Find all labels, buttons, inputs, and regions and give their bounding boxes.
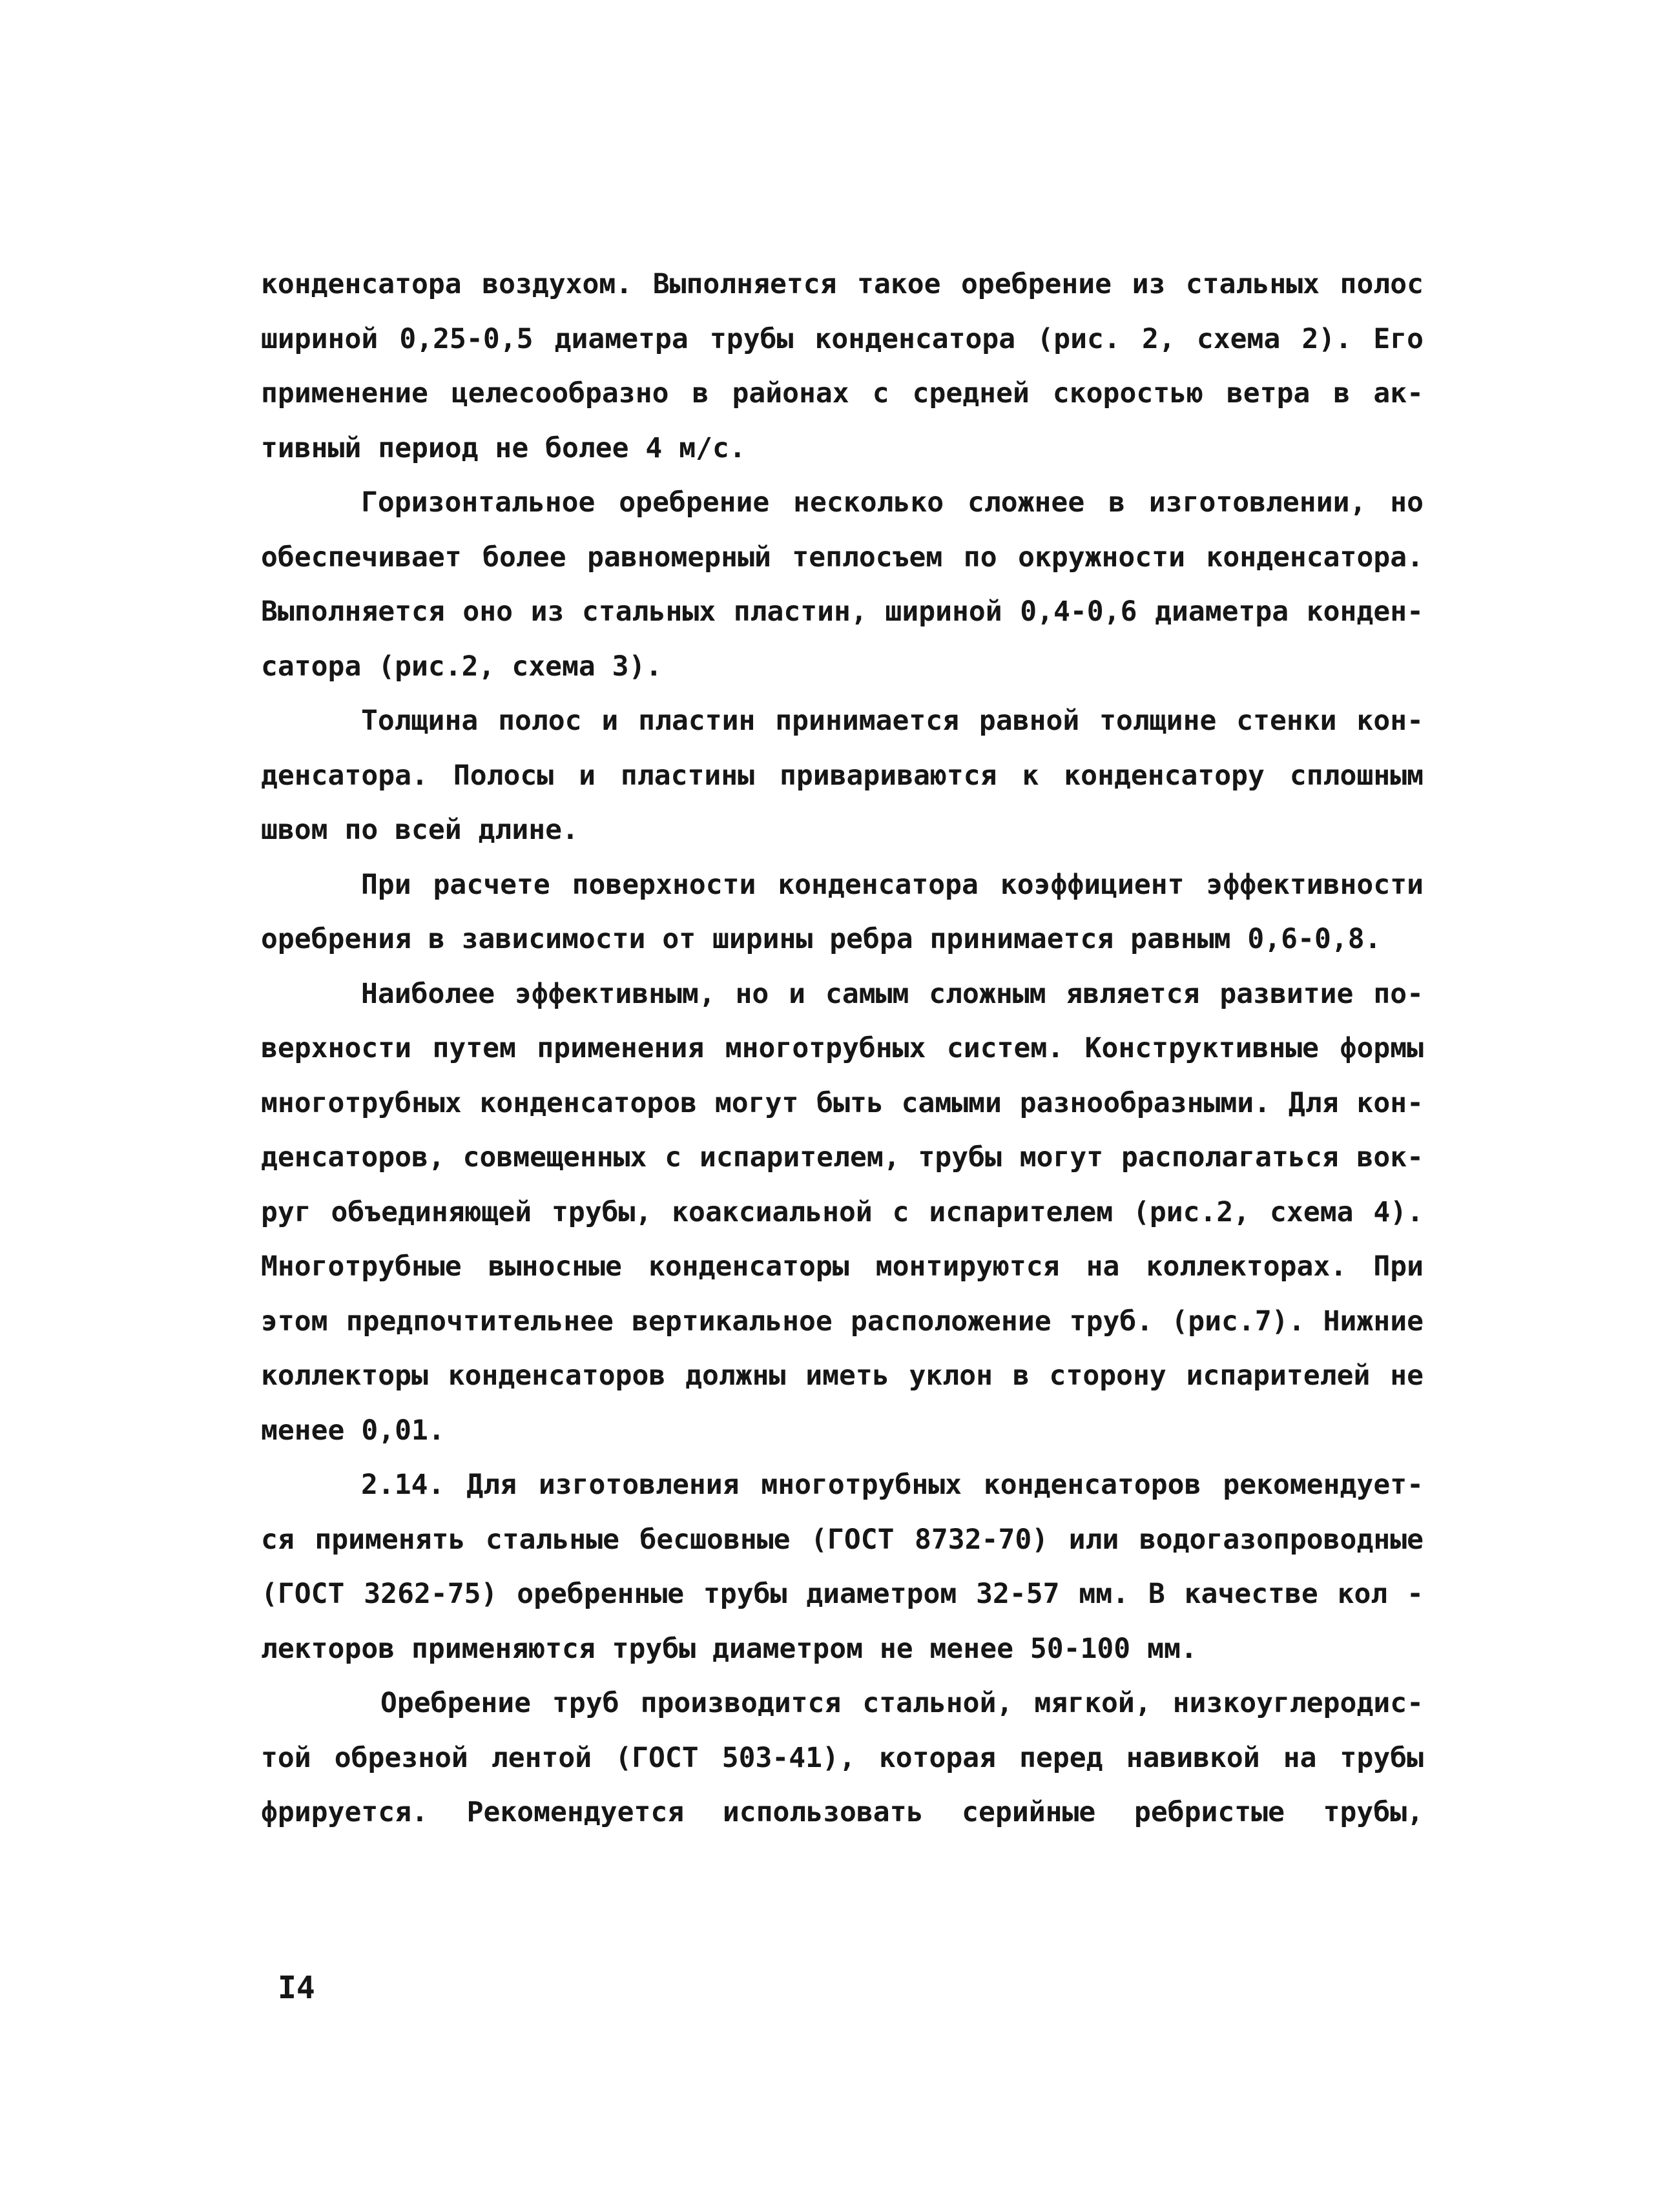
text-line: многотрубных конденсаторов могут быть самыми разнообразными. Для кон- — [261, 1086, 1424, 1119]
body-text — [261, 257, 1424, 1840]
text-line: (ГОСТ 3262-75) оребренные трубы диаметром 32-57 мм. В качестве кол - — [261, 1578, 1424, 1610]
text-line: верхности путем применения многотрубных систем. Конструктивные формы — [261, 1032, 1424, 1064]
text-line: денсаторов, совмещенных с испарителем, трубы могут располагаться вок- — [261, 1141, 1424, 1173]
section-start-line: 2.14. Для изготовления многотрубных конденсаторов рекомендует- — [361, 1469, 1424, 1501]
text-line: денсатора. Полосы и пластины привариваются к конденсатору сплошным — [261, 759, 1424, 792]
paragraph-start-line: Наиболее эффективным, но и самым сложным является развитие по- — [361, 977, 1424, 1010]
text-line: этом предпочтительнее вертикальное расположение труб. (рис.7). Нижние — [261, 1305, 1424, 1338]
text-line: руг объединяющей трубы, коаксиальной с испарителем (рис.2, схема 4). — [261, 1195, 1424, 1228]
text-line: Выполняется оно из стальных пластин, шириной 0,4-0,6 диаметра конден- — [261, 595, 1424, 628]
text-line: фрируется. Рекомендуется использовать серийные ребристые трубы, — [261, 1796, 1424, 1828]
text-line: ся применять стальные бесшовные (ГОСТ 8732-70) или водогазопроводные — [261, 1523, 1424, 1556]
text-line: Многотрубные выносные конденсаторы монтируются на коллекторах. При — [261, 1250, 1424, 1283]
paragraph-start-line: Горизонтальное оребрение несколько сложнее в изготовлении, но — [361, 486, 1424, 519]
paragraph-start-line: Толщина полос и пластин принимается равной толщине стенки кон- — [361, 705, 1424, 737]
text-line: тивный период не более 4 м/с. — [261, 431, 746, 464]
text-line: оребрения в зависимости от ширины ребра принимается равным 0,6-0,8. — [261, 923, 1382, 955]
text-line: коллекторы конденсаторов должны иметь уклон в сторону испарителей не — [261, 1359, 1424, 1392]
text-line: конденсатора воздухом. Выполняется такое оребрение из стальных полос — [261, 268, 1424, 300]
text-line: швом по всей длине. — [261, 814, 579, 846]
text-line: шириной 0,25-0,5 диаметра трубы конденсатора (рис. 2, схема 2). Его — [261, 322, 1424, 355]
text-line: менее 0,01. — [261, 1414, 445, 1447]
text-line: той обрезной лентой (ГОСТ 503-41), которая перед навивкой на трубы — [261, 1741, 1424, 1774]
text-line: обеспечивает более равномерный теплосъем по окружности конденсатора. — [261, 541, 1424, 574]
text-line: сатора (рис.2, схема 3). — [261, 650, 663, 683]
text-line: применение целесообразно в районах с средней скоростью ветра в ак- — [261, 377, 1424, 409]
page-number: I4 — [278, 1970, 315, 2006]
paragraph-start-line: При расчете поверхности конденсатора коэффициент эффективности — [361, 868, 1424, 901]
paragraph-start-line: Оребрение труб производится стальной, мягкой, низкоуглеродис- — [380, 1687, 1424, 1719]
text-line: лекторов применяются трубы диаметром не менее 50-100 мм. — [261, 1632, 1197, 1665]
